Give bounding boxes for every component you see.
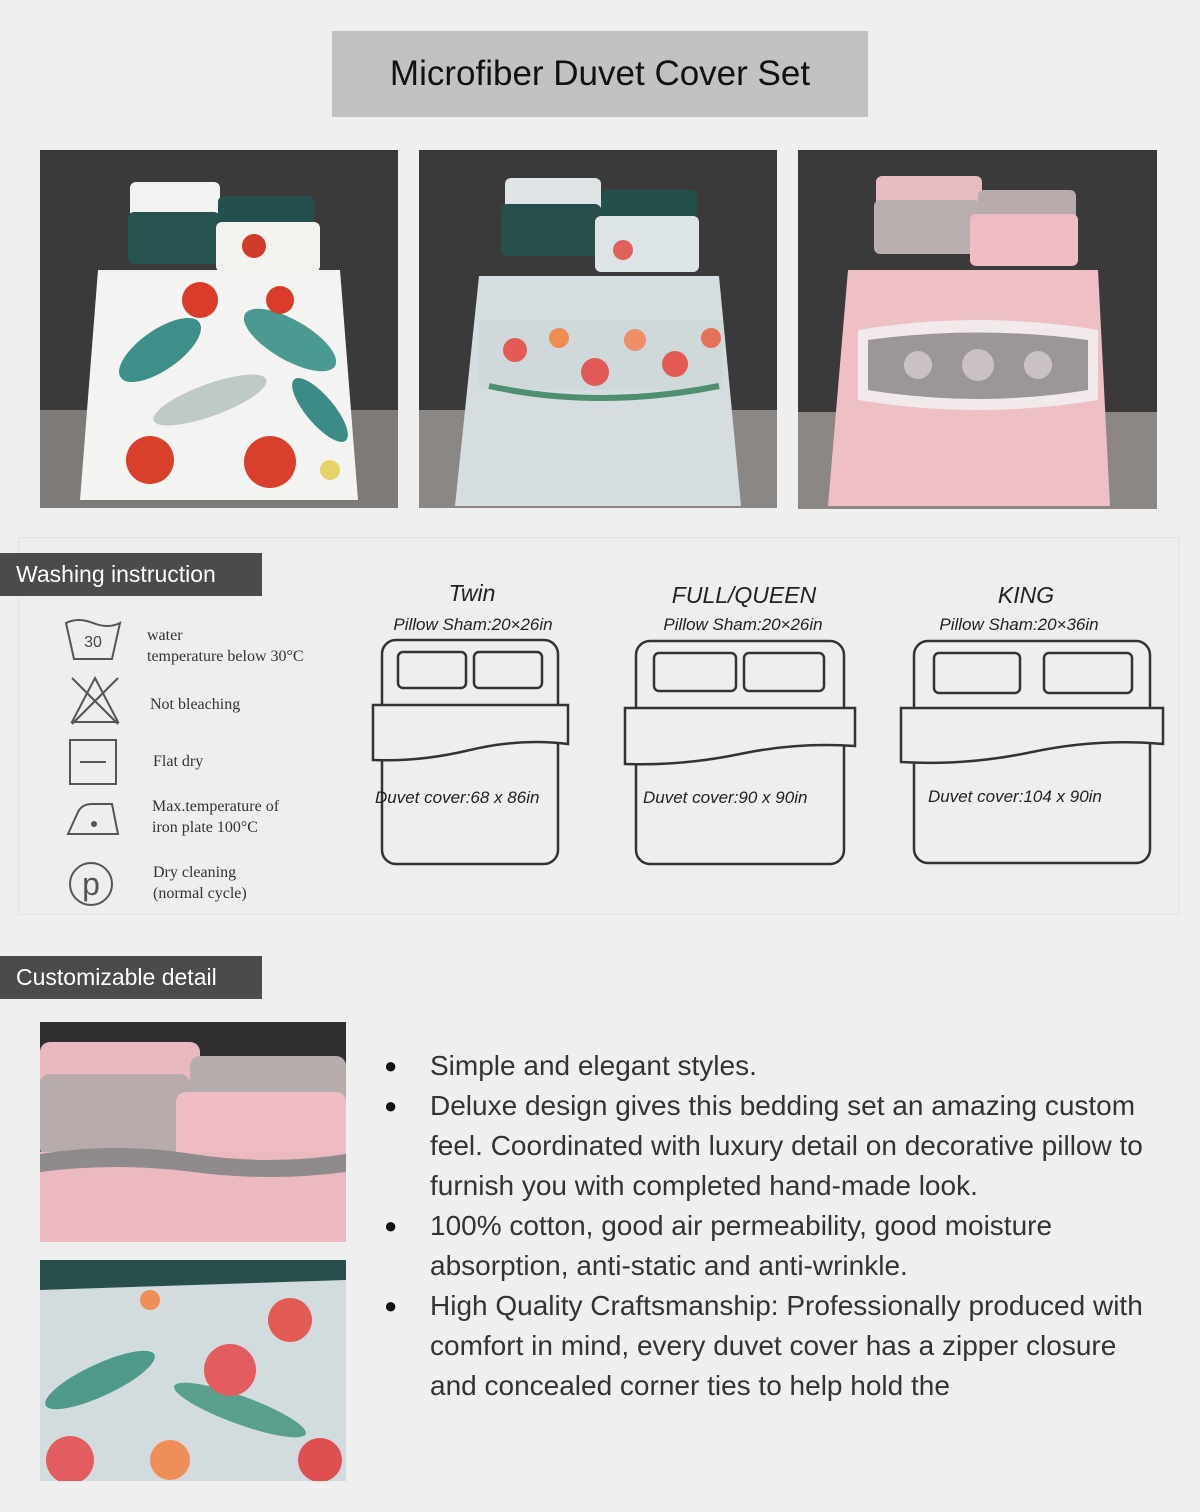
- custom-section-label: Customizable detail: [0, 956, 262, 999]
- dry-clean-badge: p: [82, 866, 100, 902]
- flat-dry-icon: [68, 738, 118, 786]
- size-sham-twin: Pillow Sham:20×26in: [393, 615, 553, 634]
- wash-text-1: water temperature below 30°C: [147, 627, 304, 665]
- product-photo-tropical: [40, 150, 398, 508]
- size-title-twin: Twin: [448, 580, 496, 606]
- size-sham-king: Pillow Sham:20×36in: [939, 615, 1099, 634]
- wash-text-5: Dry cleaning (normal cycle): [153, 864, 247, 902]
- size-duvet-full-queen: Duvet cover:90 x 90in: [643, 788, 808, 807]
- page-title: [332, 31, 868, 117]
- no-bleach-icon: [68, 674, 122, 728]
- bullet-icon: ●: [384, 1093, 398, 1118]
- bullet-icon: ●: [384, 1053, 398, 1078]
- product-photo-floral-grey: [419, 150, 777, 508]
- size-title-full-queen: FULL/QUEEN: [671, 582, 817, 608]
- wash-30-icon: [62, 617, 124, 667]
- feature-item: ● 100% cotton, good air permeability, good moisture absorption, anti-static and anti-wrinkle.: [380, 1206, 1170, 1286]
- bed-diagram-king: [898, 638, 1166, 866]
- size-sham-full-queen: Pillow Sham:20×26in: [663, 615, 823, 634]
- feature-item: ● Simple and elegant styles.: [380, 1046, 1170, 1086]
- feature-list: [380, 1046, 1170, 1406]
- feature-item: ● High Quality Craftsmanship: Professionally produced with comfort in mind, every duvet cover has a zipper closure and concealed corner ties to help hold the: [380, 1286, 1170, 1406]
- bed-diagram-full-queen: [622, 638, 858, 866]
- wash-text-2: Not bleaching: [150, 696, 241, 713]
- washing-section-label: Washing instruction: [0, 553, 262, 596]
- iron-icon: [66, 796, 122, 838]
- product-photo-pink-lace: [798, 150, 1157, 509]
- wash-text-3: Flat dry: [153, 753, 204, 770]
- wash-text-4: Max.temperature of iron plate 100°C: [152, 798, 280, 836]
- bed-diagram-twin: [370, 638, 572, 866]
- size-title-king: KING: [997, 582, 1055, 608]
- size-duvet-king: Duvet cover:104 x 90in: [928, 787, 1102, 806]
- detail-photo-pink-pillows: [40, 1022, 346, 1242]
- feature-item: ● Deluxe design gives this bedding set an amazing custom feel. Coordinated with luxury detail on decorative pillow to furnish you with completed hand-made look.: [380, 1086, 1170, 1206]
- wash-temp-badge: 30: [84, 634, 102, 651]
- page-title-text: Microfiber Duvet Cover Set: [389, 54, 811, 93]
- bullet-icon: ●: [384, 1213, 398, 1238]
- detail-photo-floral: [40, 1260, 346, 1481]
- bullet-icon: ●: [384, 1293, 398, 1318]
- size-duvet-twin: Duvet cover:68 x 86in: [375, 788, 540, 807]
- dry-clean-icon: [66, 860, 116, 908]
